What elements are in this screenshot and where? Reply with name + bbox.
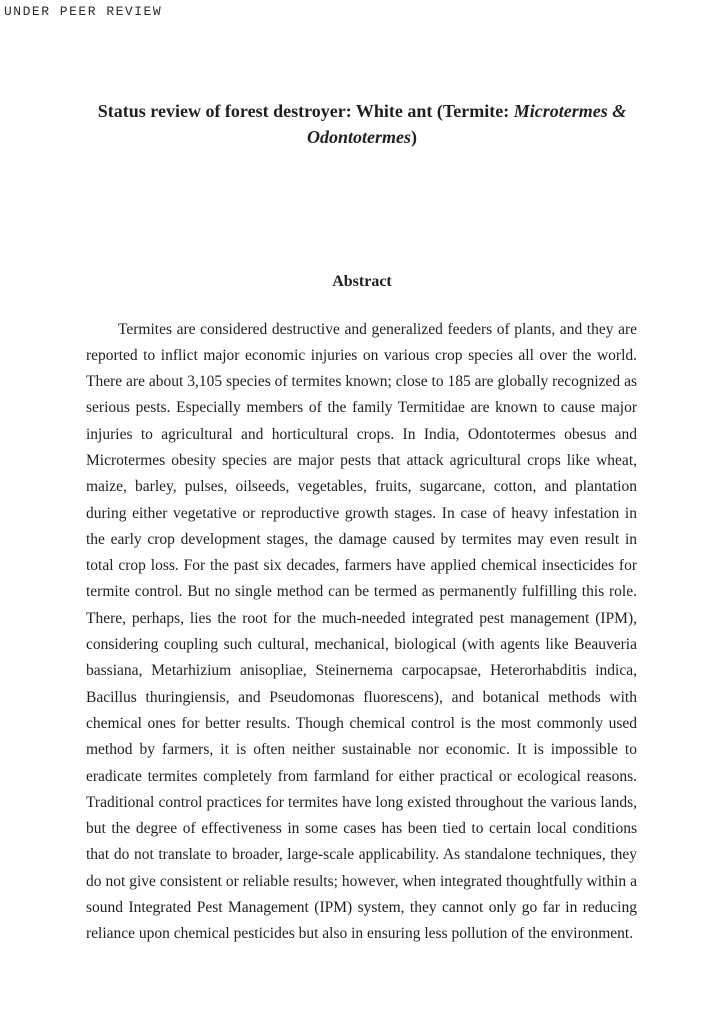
paper-title xyxy=(56,98,668,150)
title-genus-microtermes: Microtermes & xyxy=(513,101,627,122)
abstract-paragraph: Termites are considered destructive and generalized feeders of plants, and they are reported to inflict major economic injuries on various crop species all over the world. There are about 3,105 species of termites known; close to 185 are globally recognized as serious pests. Especially members of the family Termitidae are known to cause major injuries to agricultural and horticultural crops. In India, Odontotermes obesus and Microtermes obesity species are major pests that attack agricultural crops like wheat, maize, barley, pulses, oilseeds, vegetables, fruits, sugarcane, cotton, and plantation during either vegetative or reproductive growth stages. In case of heavy infestation in the early crop development stages, the damage caused by termites may even result in total crop loss. For the past six decades, farmers have applied chemical insecticides for termite control. But no single method can be termed as permanently fulfilling this role. There, perhaps, lies the root for the much-needed integrated pest management (IPM), considering coupling such cultural, mechanical, biological (with agents like Beauveria bassiana, Metarhizium anisopliae, Steinernema carpocapsae, Heterorhabditis indica, Bacillus thuringiensis, and Pseudomonas fluorescens), and botanical methods with chemical ones for better results. Though chemical control is the most commonly used method by farmers, it is often neither sustainable nor economic. It is impossible to eradicate termites completely from farmland for either practical or ecological reasons. Traditional control practices for termites have long existed throughout the various lands, but the degree of effectiveness in some cases has been tied to certain local conditions that do not translate to broader, large-scale applicability. As standalone techniques, they do not give consistent or reliable results; however, when integrated thoughtfully within a sound Integrated Pest Management (IPM) system, they cannot only go far in reducing reliance upon chemical pesticides but also in ensuring less pollution of the environment. xyxy=(86,320,637,943)
title-closing-paren: ) xyxy=(411,127,417,148)
title-text-line1: Status review of forest destroyer: White ant (Termite: xyxy=(97,101,514,122)
title-genus-odontotermes: Odontotermes xyxy=(306,127,411,148)
abstract-heading: Abstract xyxy=(332,273,392,290)
peer-review-watermark: UNDER PEER REVIEW xyxy=(4,4,163,19)
